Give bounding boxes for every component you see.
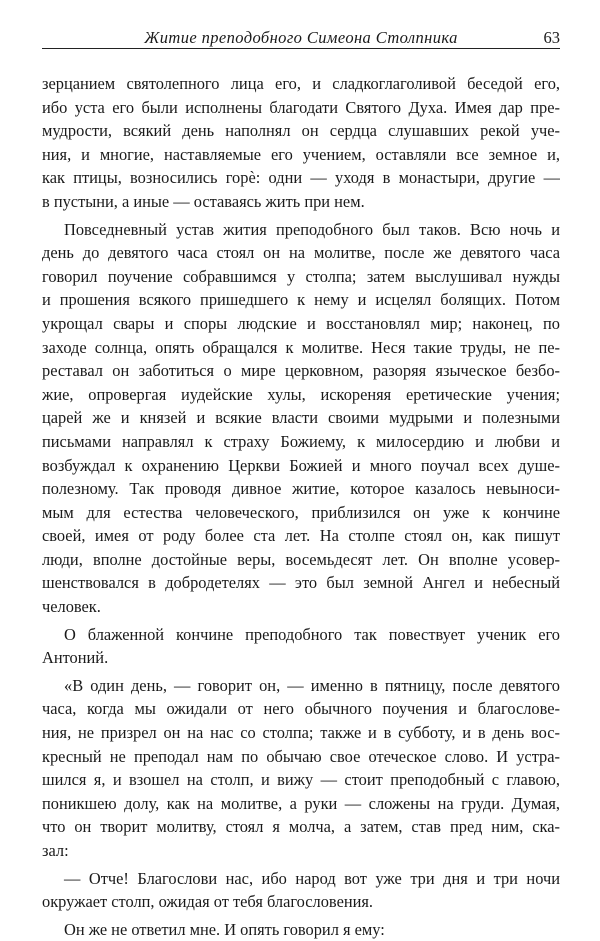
text-line: письмами направлял к страху Божиему, к милосердию и любви и — [42, 431, 560, 451]
text-line: как птицы, возносились горѐ: одни — уходя в монастыри, другие — — [42, 168, 560, 188]
text-line: и прошения всякого пришедшего к нему и исцелял болящих. Потом — [42, 290, 560, 310]
text-line: Он же не ответил мне. И опять говорил я ему: — [64, 919, 385, 939]
text-line: Повседневный устав жития преподобного был таков. Всю ночь и — [64, 219, 560, 239]
text-line: зал: — [42, 841, 69, 860]
text-line: полезному. Так проводя дивное житие, которое казалось невыноси- — [42, 479, 560, 499]
paragraph — [42, 674, 560, 863]
text-line: ибо уста его были исполнены благодати Святого Духа. Имея дар пре- — [42, 97, 560, 117]
text-line: день до девятого часа стоял он на молитве, после же девятого часа — [42, 243, 560, 263]
paragraph — [42, 867, 560, 914]
paragraph — [42, 218, 560, 619]
text-line: человек. — [42, 597, 101, 617]
paragraph — [42, 623, 560, 670]
text-line: зерцанием святолепного лица его, и сладкоглаголивой беседой его, — [42, 74, 560, 93]
text-line: заходе солнца, опять обращался к молитве. Неся такие труды, не пе- — [42, 337, 560, 357]
text-line: люди, вполне достойные веры, восемьдесят лет. Он вполне усовер- — [42, 549, 560, 569]
page-number: 63 — [543, 28, 560, 47]
text-line: ния, и многие, наставляемые его учением, оставляли все земное и, — [42, 144, 560, 164]
body-text — [42, 72, 560, 941]
text-line: укрощал свары и споры людские и восстановлял мир; наконец, по — [42, 313, 560, 333]
paragraph — [42, 918, 560, 941]
text-line: жие, опровергая иудейские хулы, искореняя еретические учения; — [42, 384, 560, 404]
text-line: реставал он заботиться о мире церковном, разоряя языческое безбо- — [42, 361, 560, 381]
text-line: возбуждал к охранению Церкви Божией и много поучал всех душе- — [42, 455, 560, 475]
running-title: Житие преподобного Симеона Столпника — [144, 28, 458, 47]
text-line: что он творит молитву, стоял я молча, а затем, став пред ним, ска- — [42, 817, 560, 837]
running-header — [42, 26, 560, 49]
text-line: говорил поучение собравшимся у столпа; затем выслушивал нужды — [42, 266, 560, 286]
text-line: шился я, и взошел на столп, и вижу — стоит преподобный с главою, — [42, 770, 560, 790]
text-line: мым для естества человеческого, приблизился он уже к кончине — [42, 502, 560, 522]
text-line: поникшею долу, как на молитве, а руки — сложены на груди. Думая, — [42, 793, 560, 813]
text-line: «В один день, — говорит он, — именно в пятницу, после девятого — [64, 675, 560, 695]
text-line: О блаженной кончине преподобного так повествует ученик его — [64, 624, 560, 644]
text-line: ния, не призрел он на нас со столпа; также и в субботу, и в день вос- — [42, 723, 560, 743]
paragraph — [42, 72, 560, 214]
text-line: шенствовался в добродетелях — это был земной Ангел и небесный — [42, 573, 560, 593]
text-line: своей, имея от роду более ста лет. На столпе стоял он, как пишут — [42, 526, 560, 546]
text-line: кресный не преподал нам по обычаю свое отеческое слово. И устра- — [42, 746, 560, 766]
text-line: царей же и князей и всякие власти своими мудрыми и полезными — [42, 408, 560, 428]
text-line: мудрости, всякий день наполнял он сердца слушавших рекой уче- — [42, 121, 560, 141]
text-line: окружает столп, ожидая от тебя благословения. — [42, 892, 374, 912]
text-line: Антоний. — [42, 648, 109, 668]
text-line: в пустыни, а иные — оставаясь жить при нем. — [42, 191, 365, 211]
text-line: часа, когда мы ожидали от него обычного поучения и благослове- — [42, 699, 560, 719]
text-line: — Отче! Благослови нас, ибо народ вот уже три дня и три ночи — [64, 868, 560, 888]
